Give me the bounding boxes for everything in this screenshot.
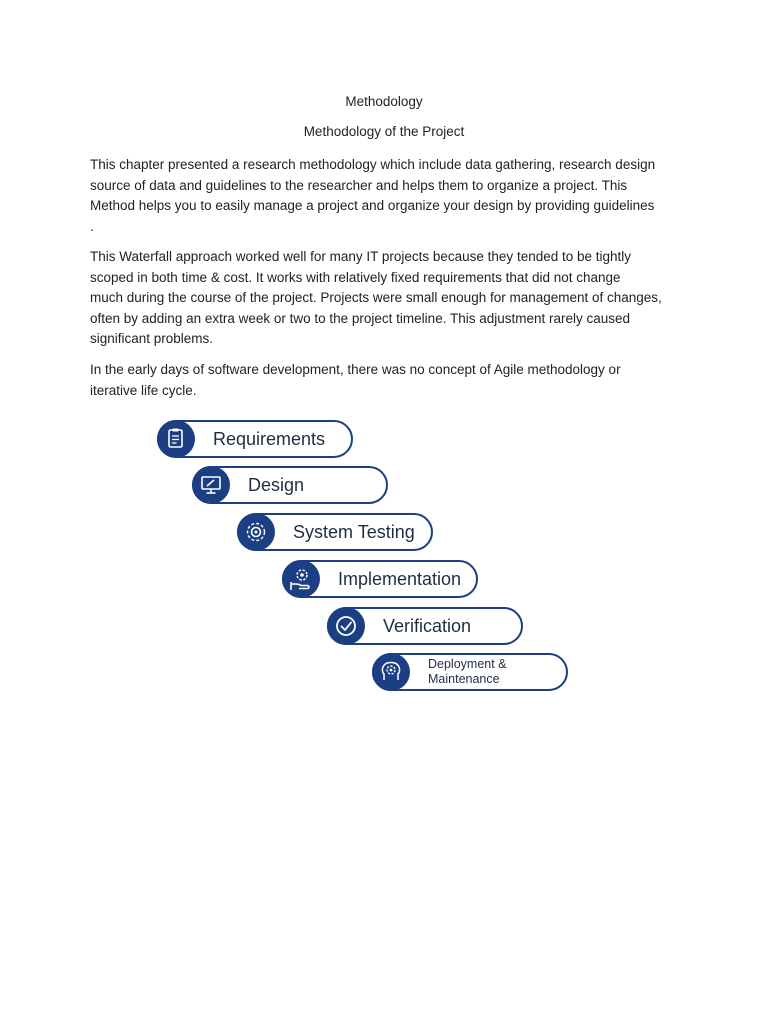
text-line: source of data and guidelines to the researcher and helps them to organize a project. This	[90, 177, 628, 193]
step-verification	[327, 607, 523, 645]
step-label: Design	[248, 474, 305, 495]
step-implementation	[282, 560, 478, 598]
step-design	[192, 466, 388, 504]
paragraph-intro	[90, 155, 690, 237]
paragraph-agile	[90, 360, 690, 401]
monitor-pen-icon	[192, 466, 230, 504]
head-gear-icon	[372, 653, 410, 691]
text-line: scoped in both time & cost. It works with relatively fixed requirements that did not change	[90, 269, 621, 285]
hand-gear-icon	[282, 560, 320, 598]
text-line: Method helps you to easily manage a project and organize your design by providing guidelines	[90, 198, 655, 213]
step-label: Verification	[383, 615, 472, 636]
text-line: iterative life cycle.	[90, 382, 197, 398]
document-title: Methodology	[345, 94, 423, 109]
step-requirements	[157, 420, 353, 458]
text-line: often by adding an extra week or two to the project timeline. This adjustment rarely caused	[90, 310, 631, 326]
check-circle-icon	[327, 607, 365, 645]
text-line: much during the course of the project. Projects were small enough for management of changes,	[90, 290, 662, 305]
step-label: Deployment & Maintenance	[428, 657, 507, 686]
text-line: In the early days of software development, there was no concept of Agile methodology or	[90, 362, 621, 377]
step-label: Implementation	[338, 568, 462, 589]
document-subtitle: Methodology of the Project	[303, 124, 465, 139]
text-line: This chapter presented a research methodology which include data gathering, research design	[90, 157, 656, 172]
step-label: System Testing	[293, 521, 415, 542]
text-line: .	[90, 218, 94, 234]
step-deployment-maintenance	[372, 653, 568, 691]
paragraph-waterfall	[90, 247, 690, 350]
text-line: significant problems.	[90, 331, 214, 346]
step-label: Requirements	[213, 428, 326, 449]
gear-cycle-icon	[237, 513, 275, 551]
text-line: This Waterfall approach worked well for many IT projects because they tended to be tightly	[90, 249, 632, 264]
step-system-testing	[237, 513, 433, 551]
clipboard-icon	[157, 420, 195, 458]
